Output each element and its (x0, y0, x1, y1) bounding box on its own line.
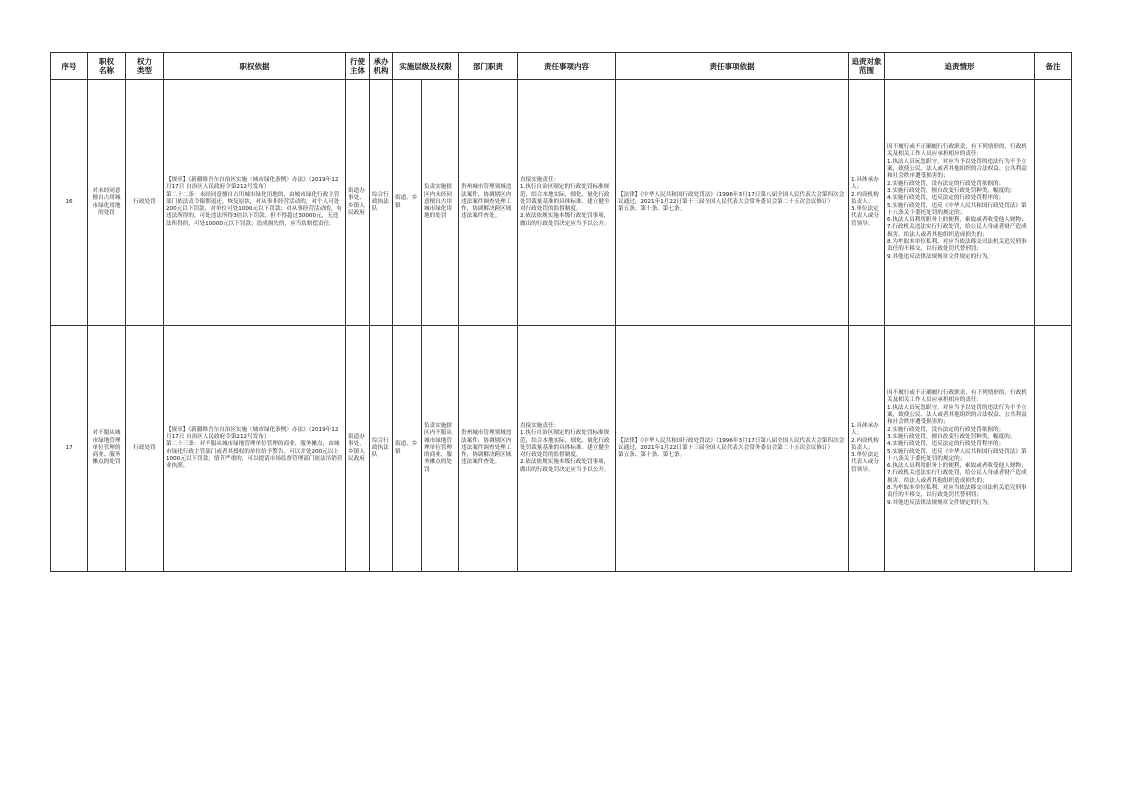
header-situation: 追责情形 (885, 53, 1035, 80)
cell-dept-duty: 贵州城市管理领域违法案件，协调辖区内违法案件调查处理工作，协调解决跨区域违法案件查处。 (459, 80, 518, 326)
responsibility-table (50, 52, 1072, 572)
cell-remark (1035, 80, 1072, 326)
cell-situation: 因不履行或不正确履行行政职责，有下列情形的，行政机关及相关工作人员应承担相应的责任： 1.执法人员玩忽职守，对应当予以处罚的违法行为不予立案，致使公民、法人或者其他组织的合法权益、公共利益和社会秩序遭受损害的； 2.实施行政处罚，没有法定的行政处罚依据的； 3.实施行政处罚，擅自改变行政处罚种类、幅度的； 4.实施行政处罚，违反法定的行政处罚程序的； 5.实施行政处罚，违反《中华人民共和国行政处罚法》第十八条关于委托处罚的规定的； 6.执法人员利用职务上的便利，索取或者收受他人财物； 7.行政机关违法实行行政处罚，给公民人身或者财产造成损害、给法人或者其他组织造成损失的； 8.为牟取本单位私利，对应当依法移交司法机关追究刑事责任的不移交，以行政处罚代替刑罚； 9.其他违反法律法规规章文件规定的行为。 (885, 326, 1035, 572)
table-row (51, 80, 1072, 326)
cell-level: 街道、乡镇 (393, 326, 422, 572)
cell-dept-duty: 贵州城市管理领域违法案件，协调辖区内违法案件调查处理工作，协调解决跨区域违法案件查处。 (459, 326, 518, 572)
cell-seq: 17 (51, 326, 88, 572)
header-row (51, 53, 1072, 80)
header-dept-duty: 部门职责 (459, 53, 518, 80)
cell-level-duty: 负责实施辖区内未经同意擅自占用城市绿化用地的处罚 (422, 80, 459, 326)
header-name: 职权 名称 (88, 53, 126, 80)
cell-seq: 16 (51, 80, 88, 326)
cell-basis: 【规章】《新疆维吾尔自治区实施〈城市绿化条例〉办法》（2019年12月17日 自治区人民政府令第212号发布） 第二十三条：对不服从城市绿地管理单位管理的商业、服务摊点，由城市绿化行政主管部门或者其授权的单位给予警告，可以并处200元以上1000元以下罚款，情节严重的，可以提请市场监督管理部门依法吊销营业执照。 (164, 326, 346, 572)
cell-category: 行政处罚 (126, 326, 164, 572)
cell-name: 对未经同意擅自占用城市绿化用地的处罚 (88, 80, 126, 326)
header-org: 承办 机构 (370, 53, 393, 80)
cell-org: 综合行政执法队 (370, 80, 393, 326)
cell-level: 街道、乡镇 (393, 80, 422, 326)
cell-scope: 1.具体承办人； 2.内设机构负责人； 3.单位法定代表人或分管领导。 (849, 80, 885, 326)
header-level: 实施层级及权限 (393, 53, 459, 80)
header-subject: 行使 主体 (346, 53, 370, 80)
cell-scope: 1.具体承办人； 2.内设机构负责人； 3.单位法定代表人或分管领导。 (849, 326, 885, 572)
cell-level-duty: 负责实施辖区内不服从城市绿地管理单位管理的商业、服务摊点的处罚 (422, 326, 459, 572)
cell-subject: 街道办事处、乡镇人民政府 (346, 80, 370, 326)
header-seq: 序号 (51, 53, 88, 80)
cell-remark (1035, 326, 1072, 572)
cell-duty-basis: 【法律】《中华人民共和国行政处罚法》（1996年3月17日第八届全国人民代表大会第四次会议通过，2021年1月22日第十三届全国人民代表大会常务委员会第二十五次会议修订） 第五条、第十条、第七条。 (616, 326, 849, 572)
header-remark: 备注 (1035, 53, 1072, 80)
cell-category: 行政处罚 (126, 80, 164, 326)
cell-name: 对不服从城市绿地管理单位管理的商业、服务摊点的处罚 (88, 326, 126, 572)
cell-org: 综合行政执法队 (370, 326, 393, 572)
header-scope: 追责对象 范围 (849, 53, 885, 80)
header-basis: 职权依据 (164, 53, 346, 80)
header-category: 权力 类型 (126, 53, 164, 80)
cell-duty-content: 直接实施责任： 1.执行自治区制定的行政处罚标准规范，结合本地实际，细化、量化行政处罚裁量基准的具体标准。建立健全对行政处罚的监督制度。 2.依法依规实施本级行政处罚事项，做出的行政处罚决定应当予以公开。 (518, 80, 616, 326)
header-duty-content: 责任事项内容 (518, 53, 616, 80)
table-row (51, 326, 1072, 572)
cell-duty-content: 直接实施责任： 1.执行自治区制定的行政处罚标准规范，结合本地实际，细化、量化行政处罚裁量基准的具体标准。建立健全对行政处罚的监督制度。 2.依法依规实施本级行政处罚事项，做出的行政处罚决定应当予以公开。 (518, 326, 616, 572)
cell-subject: 街道办事处、乡镇人民政府 (346, 326, 370, 572)
cell-basis: 【规章】《新疆维吾尔自治区实施〈城市绿化条例〉办法》（2019年12月17日 自治区人民政府令第212号发布） 第二十二条：未经同意擅自占用城市绿化用地的，由城市绿化行政主管部门依法责令限期退还，恢复原状，对从事非经营活动的，对个人可处200元以下罚款，对单位可处1000元以下罚款；对从事经营活动的，有违法所得的，可处违法所得3倍以下罚款，但不得超过30000元，无违法所得的，可处10000元以下罚款；造成损失的，应当负赔偿责任。 (164, 80, 346, 326)
header-duty-basis: 责任事项依据 (616, 53, 849, 80)
cell-duty-basis: 【法律】《中华人民共和国行政处罚法》（1996年3月17日第八届全国人民代表大会第四次会议通过，2021年1月22日第十三届全国人民代表大会常务委员会第二十五次会议修订） 第五条、第十条、第七条。 (616, 80, 849, 326)
cell-situation: 因不履行或不正确履行行政职责，有下列情形的，行政机关及相关工作人员应承担相应的责任： 1.执法人员玩忽职守，对应当予以处罚的违法行为不予立案，致使公民、法人或者其他组织的合法权益、公共利益和社会秩序遭受损害的； 2.实施行政处罚，没有法定的行政处罚依据的； 3.实施行政处罚，擅自改变行政处罚种类、幅度的； 4.实施行政处罚，违反法定的行政处罚程序的； 5.实施行政处罚，违反《中华人民共和国行政处罚法》第十八条关于委托处罚的规定的； 6.执法人员利用职务上的便利，索取或者收受他人财物； 7.行政机关违法实行行政处罚，给公民人身或者财产造成损害、给法人或者其他组织造成损失的； 8.为牟取本单位私利，对应当依法移交司法机关追究刑事责任的不移交，以行政处罚代替刑罚； 9.其他违反法律法规规章文件规定的行为。 (885, 80, 1035, 326)
